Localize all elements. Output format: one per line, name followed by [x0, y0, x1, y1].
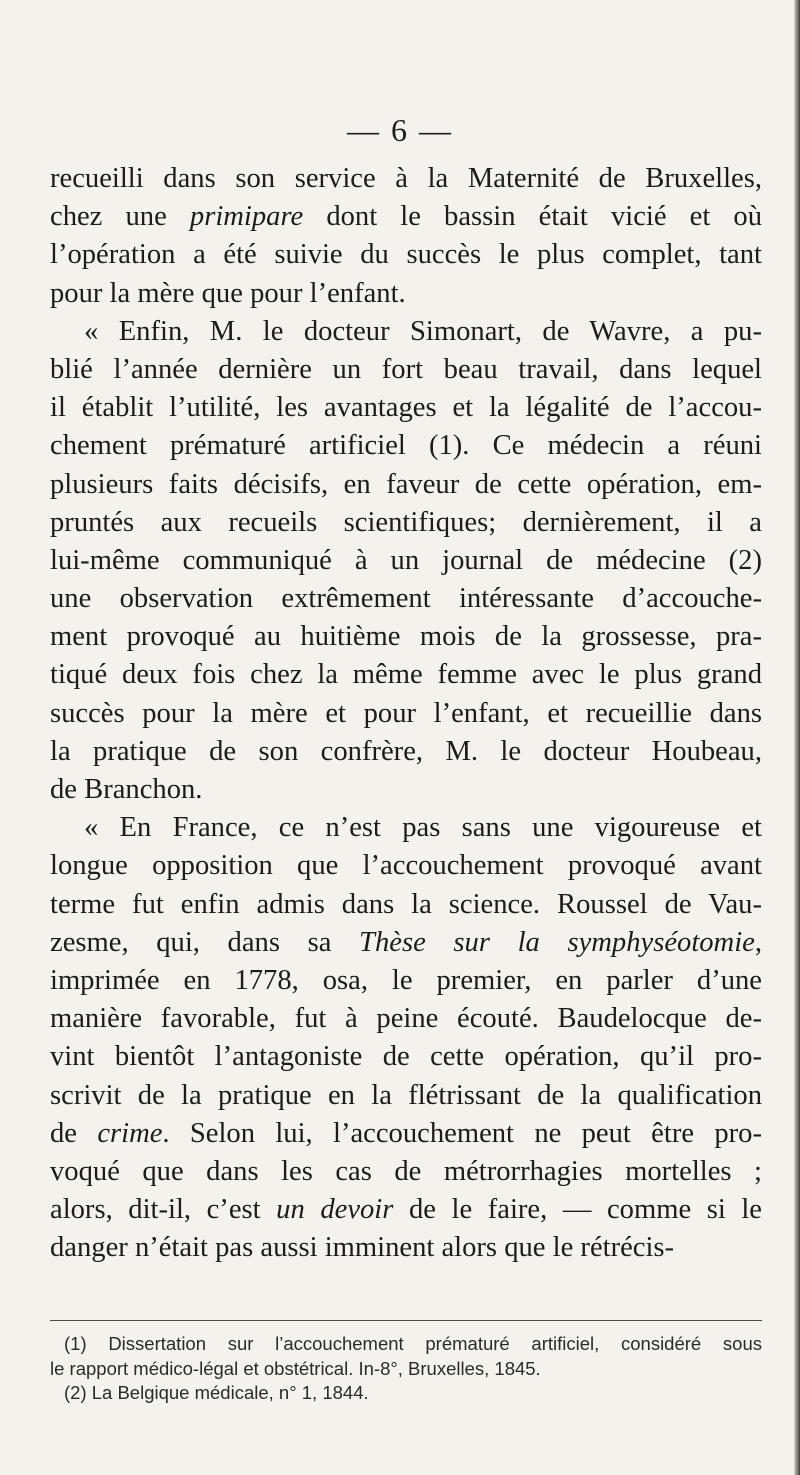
- italic-text: crime: [97, 1117, 163, 1149]
- text-line: de crime. Selon lui, l’accouchement ne peut être pro-: [50, 1117, 762, 1149]
- text-line: de Branchon.: [50, 774, 203, 805]
- italic-text: primipare: [189, 201, 304, 233]
- text-line: « Enfin, M. le docteur Simonart, de Wavre, a pu-: [84, 315, 762, 347]
- text-line: chez une primipare dont le bassin était vicié et où: [50, 201, 762, 233]
- italic-text: un devoir: [276, 1194, 394, 1226]
- page-number: — 6 —: [347, 112, 453, 148]
- text-line: voqué que dans les cas de métrorrhagies mortelles ;: [50, 1155, 762, 1187]
- text-line: « En France, ce n’est pas sans une vigoureuse et: [84, 812, 762, 844]
- text-line: lui-même communiqué à un journal de médecine (2): [50, 544, 762, 576]
- footnote-line: (2) La Belgique médicale, n° 1, 1844.: [64, 1382, 369, 1403]
- text-line: plusieurs faits décisifs, en faveur de cette opération, em-: [50, 468, 762, 500]
- footnote-separator: [50, 1320, 762, 1321]
- text-line: scrivit de la pratique en la flétrissant de la qualification: [50, 1079, 762, 1111]
- page-edge-shadow: [794, 0, 800, 1475]
- text-line: zesme, qui, dans sa Thèse sur la symphyséotomie,: [50, 926, 762, 958]
- text-line: chement prématuré artificiel (1). Ce médecin a réuni: [50, 430, 762, 462]
- text-line: terme fut enfin admis dans la science. Roussel de Vau-: [50, 888, 762, 920]
- text-line: il établit l’utilité, les avantages et la légalité de l’accou-: [50, 392, 762, 424]
- text-line: danger n’était pas aussi imminent alors que le rétrécis-: [50, 1232, 675, 1264]
- text-line: longue opposition que l’accouchement provoqué avant: [50, 850, 762, 882]
- text-line: ment provoqué au huitième mois de la grossesse, pra-: [50, 621, 762, 653]
- italic-text: Thèse sur la symphyséotomie: [359, 926, 755, 958]
- text-line: blié l’année dernière un fort beau travail, dans lequel: [50, 353, 762, 385]
- footnote-line: le rapport médico-légal et obstétrical. In-8°, Bruxelles, 1845.: [50, 1357, 541, 1379]
- text-line: alors, dit-il, c’est un devoir de le faire, — comme si le: [50, 1194, 762, 1226]
- text-line: succès pour la mère et pour l’enfant, et recueillie dans: [50, 697, 762, 729]
- footnotes: [50, 1332, 762, 1406]
- footnote-line: (1) Dissertation sur l’accouchement prématuré artificiel, considéré sous: [64, 1333, 762, 1354]
- text-line: recueilli dans son service à la Maternité de Bruxelles,: [50, 163, 762, 194]
- text-line: vint bientôt l’antagoniste de cette opération, qu’il pro-: [50, 1041, 762, 1073]
- text-line: tiqué deux fois chez la même femme avec le plus grand: [50, 659, 762, 691]
- text-line: imprimée en 1778, osa, le premier, en parler d’une: [50, 964, 762, 996]
- body-text: [50, 160, 762, 1267]
- text-line: l’opération a été suivie du succès le plus complet, tant: [50, 239, 762, 271]
- text-line: une observation extrêmement intéressante d’accouche-: [50, 583, 762, 615]
- text-line: pour la mère que pour l’enfant.: [50, 277, 406, 309]
- text-line: pruntés aux recueils scientifiques; dernièrement, il a: [50, 506, 762, 538]
- text-line: manière favorable, fut à peine écouté. Baudelocque de-: [50, 1003, 762, 1035]
- text-line: la pratique de son confrère, M. le docteur Houbeau,: [50, 735, 762, 767]
